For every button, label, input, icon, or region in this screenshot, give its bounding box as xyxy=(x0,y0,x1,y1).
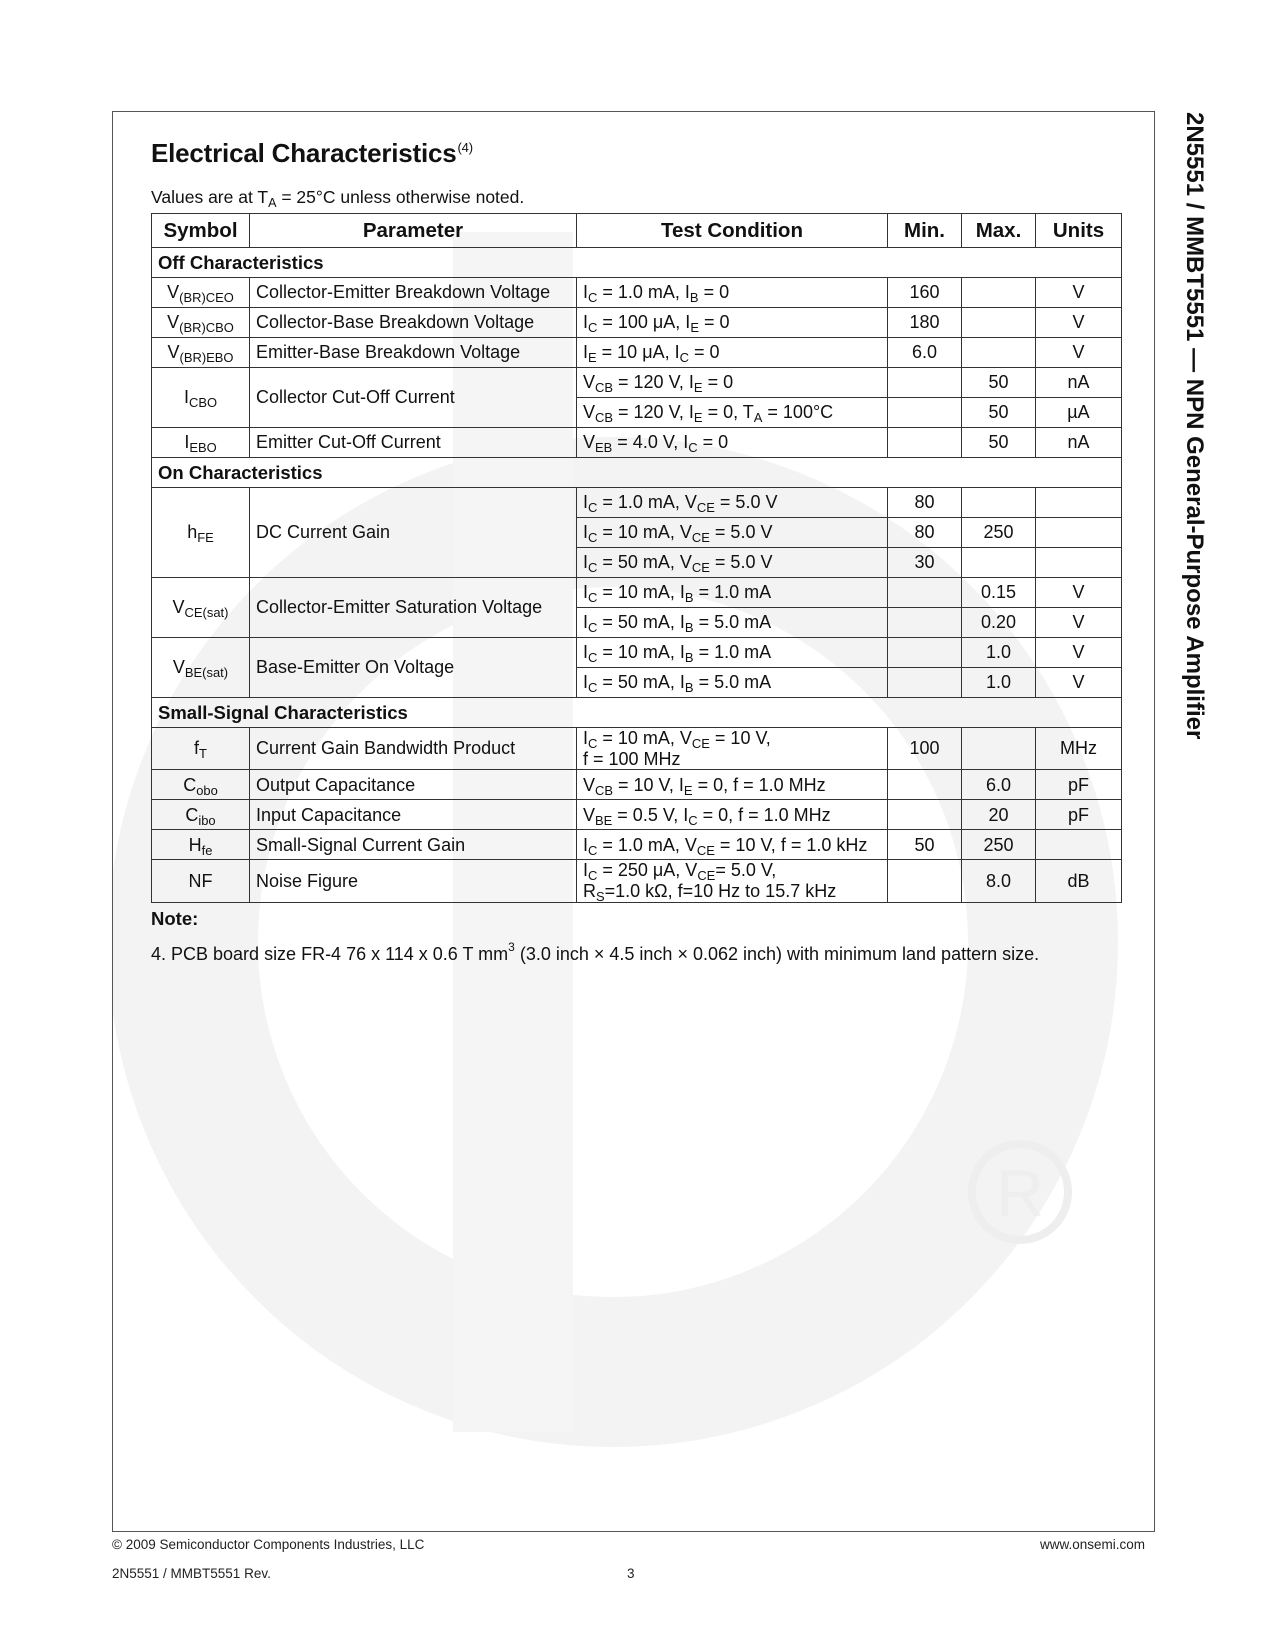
parameter-cell: Emitter Cut-Off Current xyxy=(250,428,577,458)
parameter-cell: Current Gain Bandwidth Product xyxy=(250,728,577,770)
page-title: Electrical Characteristics$^{(4)}$ xyxy=(151,138,473,168)
registered-mark-icon xyxy=(972,1144,1068,1240)
header-max: Max. xyxy=(962,214,1036,248)
symbol-cell: $h_{FE}$ xyxy=(152,488,250,578)
parameter-cell: Collector-Emitter Breakdown Voltage xyxy=(250,278,577,308)
units-cell: pF xyxy=(1036,770,1122,800)
section-row xyxy=(152,698,1122,728)
max-cell: 50 xyxy=(962,428,1036,458)
test-condition-cell: $I_C = 1.0$ mA, $V_{CE} = 5.0$ V xyxy=(577,488,888,518)
symbol-cell: $V_{BE(sat)}$ xyxy=(152,638,250,698)
test-condition-cell: $V_{EB} = 4.0$ V, $I_C = 0$ xyxy=(577,428,888,458)
units-cell xyxy=(1036,488,1122,518)
test-condition-cell: $I_C = 250$ μA, $V_{CE}= 5.0$ V, $R_S=1.0$ kΩ, f=10 Hz to 15.7 kHz xyxy=(577,860,888,902)
symbol-cell: NF xyxy=(152,860,250,902)
parameter-cell: Collector-Base Breakdown Voltage xyxy=(250,308,577,338)
table-row xyxy=(152,770,1122,800)
page-frame xyxy=(112,111,1155,1532)
table-row xyxy=(152,638,1122,668)
symbol-cell: $H_{fe}$ xyxy=(152,830,250,860)
min-cell xyxy=(888,668,962,698)
max-cell: 50 xyxy=(962,398,1036,428)
table-row xyxy=(152,728,1122,770)
max-cell xyxy=(962,278,1036,308)
min-cell: 80 xyxy=(888,488,962,518)
header-min: Min. xyxy=(888,214,962,248)
min-cell: 160 xyxy=(888,278,962,308)
test-condition-cell: $I_C = 50$ mA, $I_B = 5.0$ mA xyxy=(577,668,888,698)
max-cell xyxy=(962,338,1036,368)
max-cell: 250 xyxy=(962,830,1036,860)
max-cell: 250 xyxy=(962,518,1036,548)
units-cell: nA xyxy=(1036,368,1122,398)
header-parameter: Parameter xyxy=(250,214,577,248)
min-cell: 6.0 xyxy=(888,338,962,368)
test-condition-cell: $V_{BE} = 0.5$ V, $I_C = 0$, f = 1.0 MHz xyxy=(577,800,888,830)
table-row xyxy=(152,308,1122,338)
units-cell: pF xyxy=(1036,800,1122,830)
symbol-cell: $I_{EBO}$ xyxy=(152,428,250,458)
max-cell: 50 xyxy=(962,368,1036,398)
svg-text:R: R xyxy=(996,1156,1044,1230)
footer-page-number: 3 xyxy=(627,1566,635,1581)
parameter-cell: Base-Emitter On Voltage xyxy=(250,638,577,698)
parameter-cell: Output Capacitance xyxy=(250,770,577,800)
min-cell xyxy=(888,428,962,458)
symbol-cell: $V_{CE(sat)}$ xyxy=(152,578,250,638)
min-cell xyxy=(888,800,962,830)
symbol-cell: $f_T$ xyxy=(152,728,250,770)
units-cell: dB xyxy=(1036,860,1122,902)
table-row xyxy=(152,800,1122,830)
symbol-cell: $I_{CBO}$ xyxy=(152,368,250,428)
electrical-characteristics-table xyxy=(151,213,1122,903)
table-row xyxy=(152,278,1122,308)
test-condition-cell: $I_C = 100$ μA, $I_E = 0$ xyxy=(577,308,888,338)
min-cell: 180 xyxy=(888,308,962,338)
units-cell: V xyxy=(1036,638,1122,668)
max-cell xyxy=(962,488,1036,518)
parameter-cell: Small-Signal Current Gain xyxy=(250,830,577,860)
test-condition-cell: $V_{CB} = 10$ V, $I_E = 0$, f = 1.0 MHz xyxy=(577,770,888,800)
parameter-cell: Collector-Emitter Saturation Voltage xyxy=(250,578,577,638)
test-condition-cell: $I_C = 1.0$ mA, $I_B = 0$ xyxy=(577,278,888,308)
units-cell: V xyxy=(1036,578,1122,608)
max-cell: 6.0 xyxy=(962,770,1036,800)
table-row xyxy=(152,428,1122,458)
units-cell: µA xyxy=(1036,398,1122,428)
units-cell: V xyxy=(1036,608,1122,638)
symbol-cell: $V_{(BR)CBO}$ xyxy=(152,308,250,338)
test-condition-cell: $I_C = 50$ mA, $I_B = 5.0$ mA xyxy=(577,608,888,638)
max-cell: 0.15 xyxy=(962,578,1036,608)
section-small-signal-characteristics: Small-Signal Characteristics xyxy=(152,698,1122,728)
test-condition-cell: $I_C = 10$ mA, $I_B = 1.0$ mA xyxy=(577,638,888,668)
test-condition-cell: $I_E = 10$ μA, $I_C = 0$ xyxy=(577,338,888,368)
units-cell: MHz xyxy=(1036,728,1122,770)
table-row xyxy=(152,860,1122,902)
note-title: Note: xyxy=(151,907,199,929)
note-text: 4. PCB board size FR-4 76 x 114 x 0.6 T $mm^3$ (3.0 inch × 4.5 inch × 0.062 inch) with minimum land pattern size. xyxy=(151,939,1040,964)
symbol-cell: $V_{(BR)CEO}$ xyxy=(152,278,250,308)
footer-website-link[interactable]: www.onsemi.com xyxy=(1040,1537,1146,1552)
units-cell: V xyxy=(1036,278,1122,308)
max-cell: 20 xyxy=(962,800,1036,830)
min-cell xyxy=(888,398,962,428)
side-document-title: 2N5551 / MMBT5551 — NPN General-Purpose Amplifier xyxy=(1181,112,1208,740)
header-units: Units xyxy=(1036,214,1122,248)
min-cell: 100 xyxy=(888,728,962,770)
min-cell xyxy=(888,770,962,800)
min-cell xyxy=(888,578,962,608)
max-cell: 1.0 xyxy=(962,638,1036,668)
parameter-cell: Noise Figure xyxy=(250,860,577,902)
table-row xyxy=(152,338,1122,368)
footer-doc-rev: 2N5551 / MMBT5551 Rev. xyxy=(112,1566,271,1581)
table-row xyxy=(152,368,1122,398)
min-cell xyxy=(888,860,962,902)
units-cell xyxy=(1036,830,1122,860)
footer-copyright: © 2009 Semiconductor Components Industries, LLC xyxy=(112,1537,425,1552)
min-cell: 30 xyxy=(888,548,962,578)
max-cell: 8.0 xyxy=(962,860,1036,902)
main-content xyxy=(151,138,1121,965)
parameter-cell: DC Current Gain xyxy=(250,488,577,578)
table-row xyxy=(152,578,1122,608)
units-cell: nA xyxy=(1036,428,1122,458)
units-cell: V xyxy=(1036,338,1122,368)
section-row xyxy=(152,458,1122,488)
symbol-cell: $C_{ibo}$ xyxy=(152,800,250,830)
section-off-characteristics: Off Characteristics xyxy=(152,248,1122,278)
max-cell xyxy=(962,548,1036,578)
parameter-cell: Emitter-Base Breakdown Voltage xyxy=(250,338,577,368)
parameter-cell: Collector Cut-Off Current xyxy=(250,368,577,428)
test-condition-cell: $I_C = 50$ mA, $V_{CE} = 5.0$ V xyxy=(577,548,888,578)
test-condition-cell: $I_C = 10$ mA, $I_B = 1.0$ mA xyxy=(577,578,888,608)
header-test-condition: Test Condition xyxy=(577,214,888,248)
units-cell: V xyxy=(1036,668,1122,698)
max-cell: 0.20 xyxy=(962,608,1036,638)
conditions-text: Values are at $T_A = 25^\circ C$ unless otherwise noted. xyxy=(151,187,525,210)
test-condition-cell: $V_{CB} = 120$ V, $I_E = 0$, $T_A = 100^\circ C$ xyxy=(577,398,888,428)
section-row xyxy=(152,248,1122,278)
min-cell: 80 xyxy=(888,518,962,548)
table-header-row xyxy=(152,214,1122,248)
test-condition-cell: $I_C = 10$ mA, $V_{CE} = 5.0$ V xyxy=(577,518,888,548)
header-symbol: Symbol xyxy=(152,214,250,248)
symbol-cell: $V_{(BR)EBO}$ xyxy=(152,338,250,368)
units-cell xyxy=(1036,518,1122,548)
min-cell: 50 xyxy=(888,830,962,860)
min-cell xyxy=(888,638,962,668)
max-cell xyxy=(962,308,1036,338)
parameter-cell: Input Capacitance xyxy=(250,800,577,830)
units-cell xyxy=(1036,548,1122,578)
min-cell xyxy=(888,608,962,638)
table-row xyxy=(152,488,1122,518)
section-on-characteristics: On Characteristics xyxy=(152,458,1122,488)
test-condition-cell: $I_C = 1.0$ mA, $V_{CE} = 10$ V, f = 1.0 kHz xyxy=(577,830,888,860)
min-cell xyxy=(888,368,962,398)
symbol-cell: $C_{obo}$ xyxy=(152,770,250,800)
units-cell: V xyxy=(1036,308,1122,338)
test-condition-cell: $I_C = 10$ mA, $V_{CE} = 10$ V, f = 100 MHz xyxy=(577,728,888,770)
max-cell xyxy=(962,728,1036,770)
test-condition-cell: $V_{CB} = 120$ V, $I_E = 0$ xyxy=(577,368,888,398)
table-row xyxy=(152,830,1122,860)
max-cell: 1.0 xyxy=(962,668,1036,698)
